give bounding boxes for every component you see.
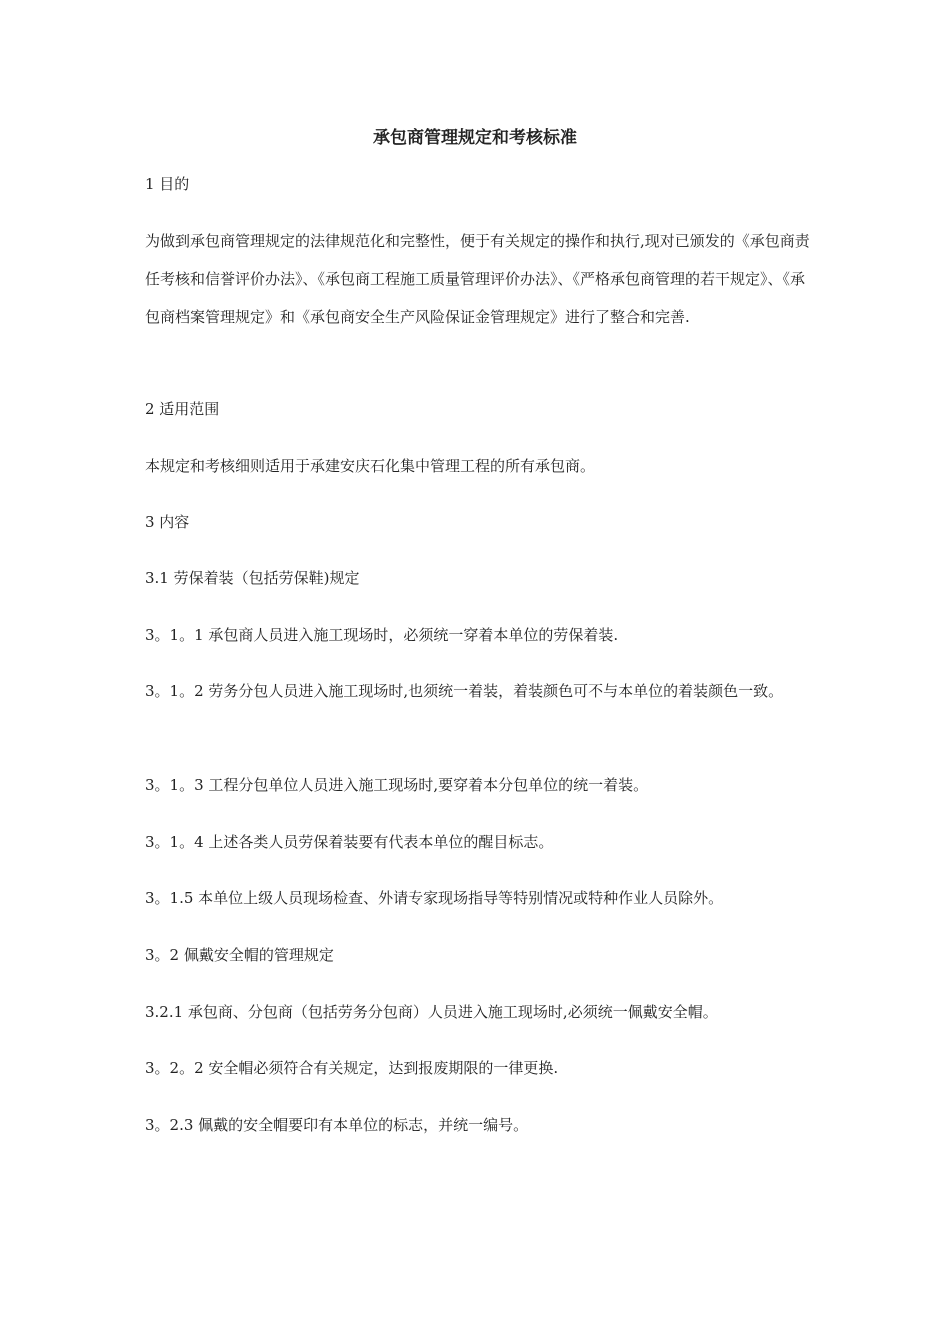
- section-heading-purpose: 1 目的: [145, 175, 190, 193]
- paragraph-scope: 本规定和考核细则适用于承建安庆石化集中管理工程的所有承包商。: [145, 457, 596, 475]
- clause-3-1-1: 3。1。1 承包商人员进入施工现场时，必须统一穿着本单位的劳保着装.: [145, 626, 619, 644]
- subsection-heading-3-2: 3。2 佩戴安全帽的管理规定: [145, 946, 334, 964]
- subsection-heading-3-1: 3.1 劳保着装（包括劳保鞋)规定: [145, 569, 360, 587]
- clause-3-2-3: 3。2.3 佩戴的安全帽要印有本单位的标志，并统一编号。: [145, 1116, 529, 1134]
- clause-3-2-1: 3.2.1 承包商、分包商（包括劳务分包商）人员进入施工现场时,必须统一佩戴安全帽。: [145, 1003, 718, 1021]
- document-title: 承包商管理规定和考核标准: [373, 128, 577, 148]
- section-heading-scope: 2 适用范围: [145, 400, 220, 418]
- clause-3-2-2: 3。2。2 安全帽必须符合有关规定，达到报废期限的一律更换.: [145, 1059, 559, 1077]
- paragraph-purpose: 为做到承包商管理规定的法律规范化和完整性，便于有关规定的操作和执行,现对已颁发的《承包商责任考核和信誉评价办法》、《承包商工程施工质量管理评价办法》、《严格承包商管理的若干规定》、《承包商档案管理规定》和《承包商安全生产风险保证金管理规定》进行了整合和完善.: [145, 232, 810, 326]
- clause-3-1-2: 3。1。2 劳务分包人员进入施工现场时,也须统一着装，着装颜色可不与本单位的着装颜色一致。: [145, 682, 784, 700]
- clause-3-1-5: 3。1.5 本单位上级人员现场检查、外请专家现场指导等特别情况或特种作业人员除外。: [145, 889, 724, 907]
- section-heading-content: 3 内容: [145, 513, 190, 531]
- clause-3-1-4: 3。1。4 上述各类人员劳保着装要有代表本单位的醒目标志。: [145, 833, 554, 851]
- clause-3-1-3: 3。1。3 工程分包单位人员进入施工现场时,要穿着本分包单位的统一着装。: [145, 776, 649, 794]
